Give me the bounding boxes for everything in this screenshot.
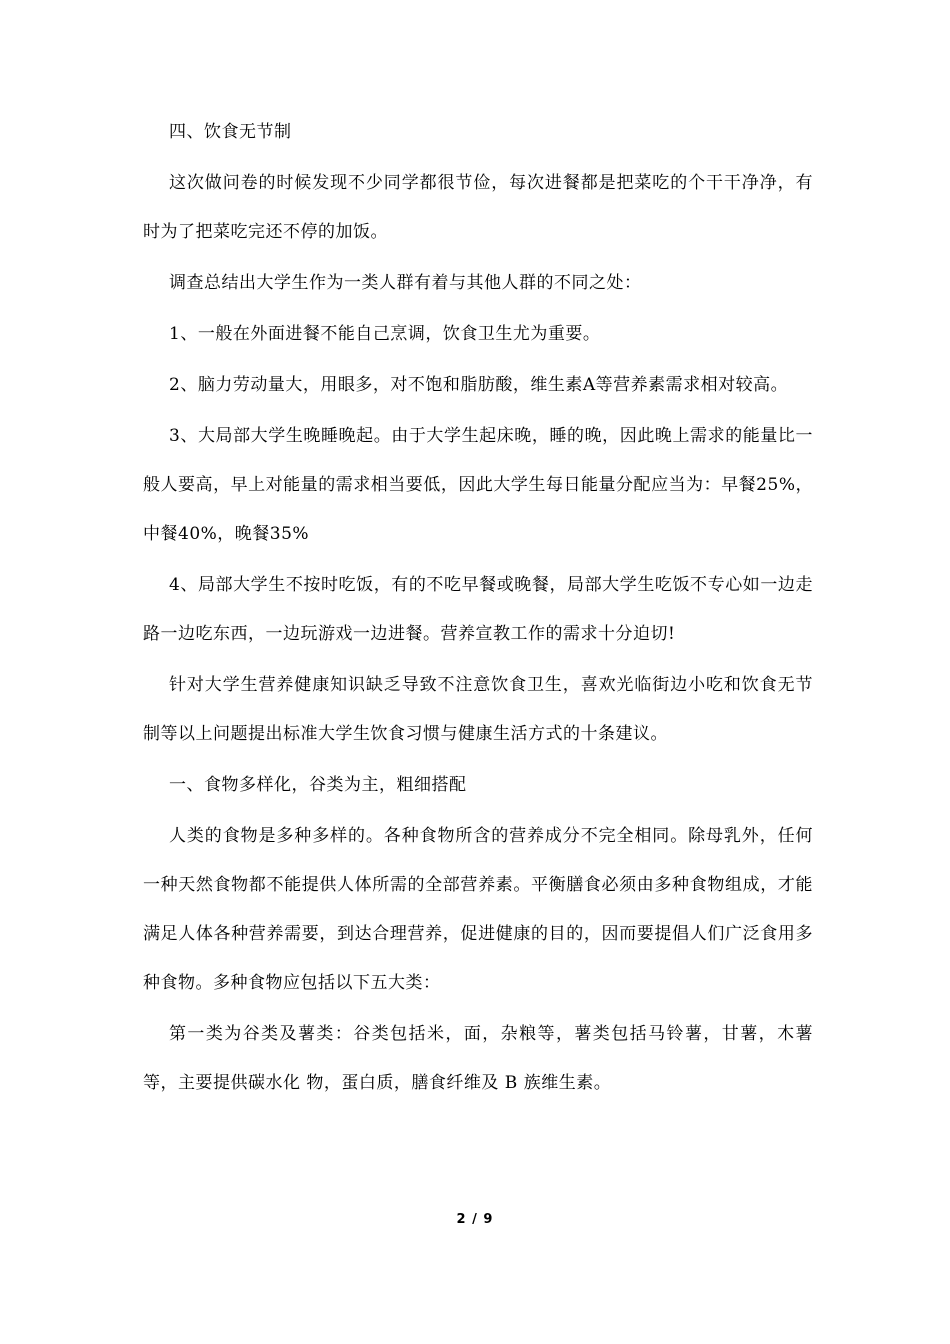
list-item-1: 1、一般在外面进餐不能自己烹调，饮食卫生尤为重要。 [169, 324, 601, 344]
page-number: 2 / 9 [456, 1212, 494, 1227]
paragraph-food-variety: 人类的食物是多种多样的。各种食物所含的营养成分不完全相同。除母乳外，任何一种天然食物都不能提供人体所需的全部营养素。平衡膳食必须由多种食物组成，才能满足人体各种营养需要，到达合理营养，促进健康的目的，因而要提倡人们广泛食用多种食物。多种食物应包括以下五大类： [143, 826, 813, 993]
section-heading-diet-irregular: 四、饮食无节制 [169, 122, 292, 142]
paragraph-survey-summary: 调查总结出大学生作为一类人群有着与其他人群的不同之处： [169, 273, 642, 293]
list-item-4: 4、局部大学生不按时吃饭，有的不吃早餐或晚餐，局部大学生吃饭不专心如一边走路一边吃东西，一边玩游戏一边进餐。营养宣教工作的需求十分迫切! [143, 575, 813, 644]
list-item-2: 2、脑力劳动量大，用眼多，对不饱和脂肪酸，维生素A等营养素需求相对较高。 [169, 375, 789, 395]
paragraph-survey-observation: 这次做问卷的时候发现不少同学都很节俭，每次进餐都是把菜吃的个干干净净，有时为了把菜吃完还不停的加饭。 [143, 173, 813, 242]
list-item-3: 3、大局部大学生晚睡晚起。由于大学生起床晚，睡的晚，因此晚上需求的能量比一般人要高，早上对能量的需求相当要低，因此大学生每日能量分配应当为：早餐25%，中餐40%，晚餐35% [143, 426, 813, 544]
paragraph-suggestions-intro: 针对大学生营养健康知识缺乏导致不注意饮食卫生，喜欢光临街边小吃和饮食无节制等以上问题提出标准大学生饮食习惯与健康生活方式的十条建议。 [143, 675, 813, 744]
paragraph-category-one: 第一类为谷类及薯类：谷类包括米，面，杂粮等，薯类包括马铃薯，甘薯，木薯等，主要提供碳水化 物，蛋白质，膳食纤维及 B 族维生素。 [143, 1024, 813, 1093]
section-heading-food-variety: 一、食物多样化，谷类为主，粗细搭配 [169, 775, 467, 795]
document-body [143, 108, 813, 1110]
